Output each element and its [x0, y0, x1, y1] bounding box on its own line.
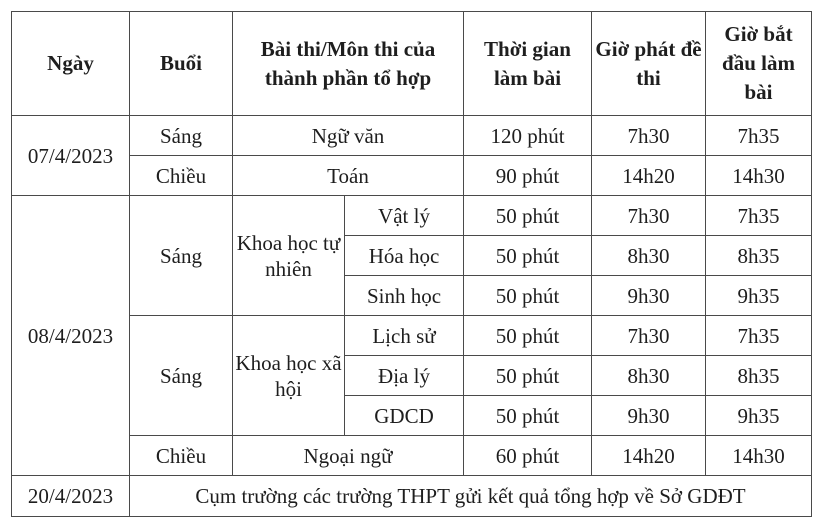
table-row	[12, 316, 812, 356]
date-cell: 08/4/2023	[12, 196, 130, 476]
duration-cell: 50 phút	[464, 356, 592, 396]
session-cell: Sáng	[130, 196, 233, 316]
subject-cell: Sinh học	[345, 276, 464, 316]
release-time-cell: 7h30	[592, 316, 706, 356]
table-row	[12, 436, 812, 476]
release-time-cell: 8h30	[592, 236, 706, 276]
duration-cell: 120 phút	[464, 116, 592, 156]
start-time-cell: 9h35	[706, 276, 812, 316]
exam-schedule-table	[11, 11, 812, 517]
duration-cell: 50 phút	[464, 316, 592, 356]
session-cell: Sáng	[130, 316, 233, 436]
table-row	[12, 196, 812, 236]
duration-cell: 60 phút	[464, 436, 592, 476]
subject-cell: Địa lý	[345, 356, 464, 396]
date-cell: 07/4/2023	[12, 116, 130, 196]
session-cell: Chiều	[130, 436, 233, 476]
header-ngay: Ngày	[12, 12, 130, 116]
subject-cell: Ngoại ngữ	[233, 436, 464, 476]
start-time-cell: 8h35	[706, 236, 812, 276]
header-bai-thi: Bài thi/Môn thi của thành phần tổ hợp	[233, 12, 464, 116]
note-cell: Cụm trường các trường THPT gửi kết quả tổng hợp về Sở GDĐT	[130, 476, 812, 517]
release-time-cell: 7h30	[592, 196, 706, 236]
subject-cell: Hóa học	[345, 236, 464, 276]
date-cell: 20/4/2023	[12, 476, 130, 517]
duration-cell: 50 phút	[464, 276, 592, 316]
table-row	[12, 116, 812, 156]
start-time-cell: 14h30	[706, 436, 812, 476]
duration-cell: 50 phút	[464, 396, 592, 436]
subject-cell: Toán	[233, 156, 464, 196]
header-gio-phat: Giờ phát đề thi	[592, 12, 706, 116]
release-time-cell: 8h30	[592, 356, 706, 396]
table-row	[12, 476, 812, 517]
subject-cell: GDCD	[345, 396, 464, 436]
subject-cell: Lịch sử	[345, 316, 464, 356]
start-time-cell: 7h35	[706, 316, 812, 356]
session-cell: Chiều	[130, 156, 233, 196]
start-time-cell: 7h35	[706, 116, 812, 156]
duration-cell: 50 phút	[464, 236, 592, 276]
duration-cell: 90 phút	[464, 156, 592, 196]
release-time-cell: 14h20	[592, 436, 706, 476]
header-row	[12, 12, 812, 116]
start-time-cell: 8h35	[706, 356, 812, 396]
subject-cell: Ngữ văn	[233, 116, 464, 156]
header-buoi: Buổi	[130, 12, 233, 116]
header-thoi-gian: Thời gian làm bài	[464, 12, 592, 116]
header-gio-bat-dau: Giờ bắt đầu làm bài	[706, 12, 812, 116]
release-time-cell: 7h30	[592, 116, 706, 156]
session-cell: Sáng	[130, 116, 233, 156]
release-time-cell: 9h30	[592, 276, 706, 316]
release-time-cell: 14h20	[592, 156, 706, 196]
table-row	[12, 156, 812, 196]
duration-cell: 50 phút	[464, 196, 592, 236]
start-time-cell: 7h35	[706, 196, 812, 236]
start-time-cell: 14h30	[706, 156, 812, 196]
combo-cell: Khoa học xã hội	[233, 316, 345, 436]
start-time-cell: 9h35	[706, 396, 812, 436]
combo-cell: Khoa học tự nhiên	[233, 196, 345, 316]
subject-cell: Vật lý	[345, 196, 464, 236]
release-time-cell: 9h30	[592, 396, 706, 436]
